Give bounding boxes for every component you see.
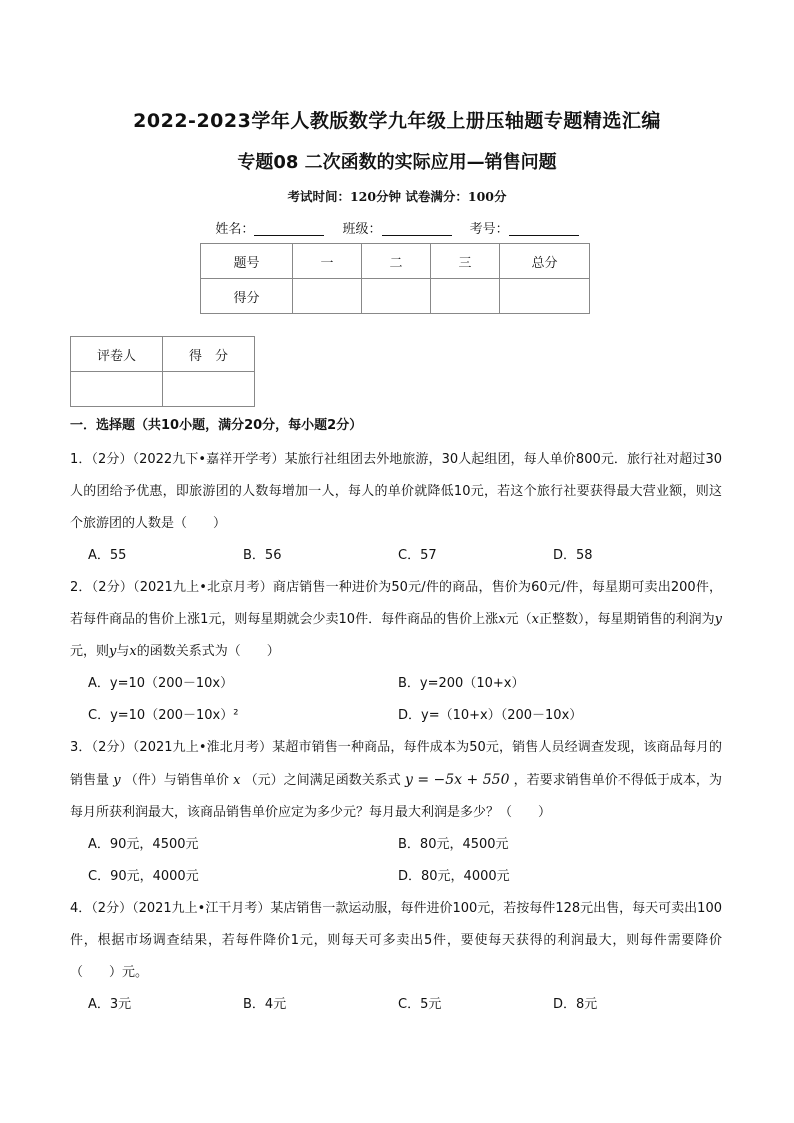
grader-table [70, 336, 255, 407]
formula: y = −5x + 550 [404, 772, 510, 788]
exam-number-blank[interactable] [509, 221, 579, 236]
score-header-cell: 三 [431, 244, 500, 279]
score-table [200, 243, 590, 314]
score-table-header-row [201, 244, 590, 279]
question-2-options-row1 [70, 668, 722, 700]
exam-info: 考试时间：120分钟 试卷满分：100分 [287, 189, 507, 204]
question-1: 1．（2分）（2022九下•嘉祥开学考）某旅行社组团去外地旅游，30人起组团，每人单价800元．旅行社对超过30人的团给予优惠，即旅游团的人数每增加一人，每人的单价就降低10元，若这个旅行社要获得最大营业额，则这个旅游团的人数是（ ） [70, 452, 722, 531]
score-cell[interactable] [431, 279, 500, 314]
question-2-text: 正整数），每星期销售的利润为 [538, 612, 715, 627]
question-4-options [70, 989, 722, 1021]
var-x: x [498, 612, 506, 627]
score-cell[interactable] [500, 279, 590, 314]
var-y: y [109, 644, 117, 659]
question-3-text: ，若要求销售单价不得低于成本，为每月所获利润最大，该商品销售单价应定为多少元？每月最大利润是多少？（ ） [70, 773, 722, 820]
option-b[interactable]: B．y=200（10+x） [398, 676, 525, 691]
option-c[interactable]: C．57 [398, 548, 437, 563]
var-y: y [714, 612, 722, 627]
score-header-cell: 一 [293, 244, 362, 279]
score-header-cell: 二 [362, 244, 431, 279]
grader-table-header-row [71, 337, 255, 372]
score-header-cell: 题号 [201, 244, 293, 279]
question-1-options [70, 540, 722, 572]
score-header-cell: 总分 [500, 244, 590, 279]
option-b[interactable]: B．4元 [243, 997, 287, 1012]
option-a[interactable]: A．y=10（200－10x） [88, 676, 234, 691]
question-3-options-row2 [70, 861, 722, 893]
student-info-line [0, 218, 794, 237]
question-3-text: 3．（2分）（2021九上•淮北月考）某超市销售一种商品，每件成本为50元，销售人员经调查发现，该商品每月的销售量 [70, 740, 722, 788]
question-2-text: 元，则 [70, 644, 110, 659]
question-2-text: 元（ [505, 612, 532, 627]
question-2 [70, 572, 722, 668]
option-c[interactable]: C．5元 [398, 997, 442, 1012]
grader-table-blank-row [71, 372, 255, 407]
grader-cell[interactable] [71, 372, 163, 407]
option-b[interactable]: B．80元，4500元 [398, 837, 509, 852]
option-a[interactable]: A．3元 [88, 997, 132, 1012]
var-x: x [129, 644, 137, 659]
class-label: 班级： [342, 222, 382, 237]
option-b[interactable]: B．56 [243, 548, 282, 563]
questions [70, 444, 722, 1021]
question-3-text: （件）与销售单价 [124, 773, 229, 788]
option-d[interactable]: D．y=（10+x）（200－10x） [398, 708, 583, 723]
question-3-text: （元）之间满足函数关系式 [244, 773, 401, 788]
question-2-text: 与 [116, 644, 130, 659]
grader-score-label: 得 分 [163, 337, 255, 372]
question-3 [70, 732, 722, 829]
exam-number-label: 考号： [469, 222, 509, 237]
score-table-score-row [201, 279, 590, 314]
document-subtitle: 专题08 二次函数的实际应用—销售问题 [237, 152, 557, 173]
score-cell[interactable] [293, 279, 362, 314]
question-2-options-row2 [70, 700, 722, 732]
question-3-options-row1 [70, 829, 722, 861]
grader-score-cell[interactable] [163, 372, 255, 407]
name-blank[interactable] [254, 221, 324, 236]
option-c[interactable]: C．y=10（200－10x）² [88, 708, 239, 723]
question-2-text: 的函数关系式为（ ） [136, 644, 280, 659]
var-y: y [113, 773, 121, 788]
score-row-label: 得分 [201, 279, 293, 314]
option-c[interactable]: C．90元，4000元 [88, 869, 199, 884]
option-d[interactable]: D．8元 [553, 997, 598, 1012]
option-a[interactable]: A．55 [88, 548, 127, 563]
section-heading: 一．选择题（共10小题，满分20分，每小题2分） [70, 418, 363, 433]
option-a[interactable]: A．90元，4500元 [88, 837, 199, 852]
document-title: 2022-2023学年人教版数学九年级上册压轴题专题精选汇编 [133, 110, 661, 132]
name-label: 姓名： [215, 222, 255, 237]
score-cell[interactable] [362, 279, 431, 314]
question-2-text: 2．（2分）（2021九上•北京月考）商店销售一种进价为50元/件的商品，售价为60元/件，每星期可卖出200件，若每件商品的售价上涨1元，则每星期就会少卖10件．每件商品的售价上涨 [70, 580, 722, 627]
var-x: x [531, 612, 539, 627]
question-4: 4．（2分）（2021九上•江干月考）某店销售一款运动服，每件进价100元，若按每件128元出售，每天可卖出100件，根据市场调查结果，若每件降价1元，则每天可多卖出5件，要使每天获得的利润最大，则每件需要降价（ ）元。 [70, 901, 722, 980]
option-d[interactable]: D．58 [553, 548, 593, 563]
var-x: x [233, 773, 241, 788]
option-d[interactable]: D．80元，4000元 [398, 869, 510, 884]
class-blank[interactable] [382, 221, 452, 236]
grader-label: 评卷人 [71, 337, 163, 372]
